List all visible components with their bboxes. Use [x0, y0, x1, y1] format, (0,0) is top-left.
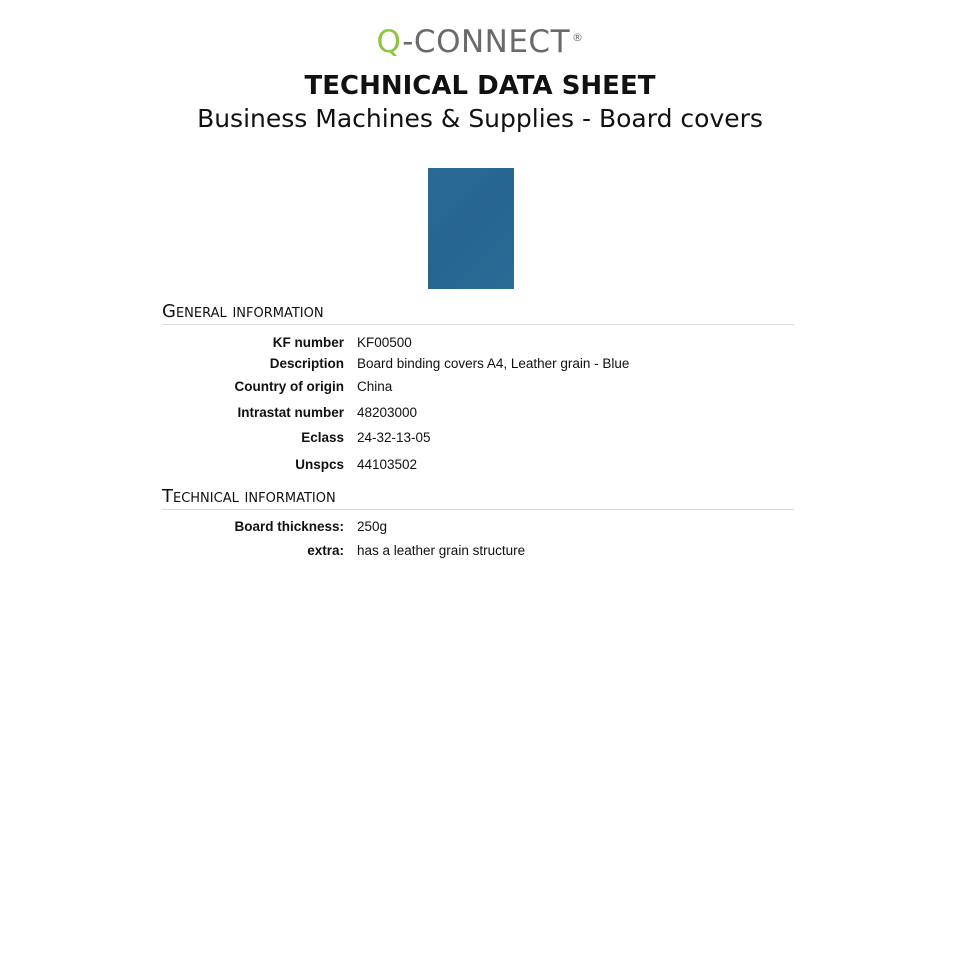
document-title: TECHNICAL DATA SHEET [304, 71, 656, 101]
row-value: 48203000 [357, 405, 418, 420]
row-label: Eclass [301, 430, 344, 445]
row-value: Board binding covers A4, Leather grain - Blue [357, 356, 630, 371]
row-value: China [357, 379, 393, 394]
registered-mark: ® [572, 31, 584, 44]
row-label: KF number [272, 335, 344, 350]
logo-text: -CONNECT [402, 24, 571, 60]
product-image [428, 168, 514, 289]
row-label: Board thickness: [234, 519, 344, 534]
general-information-heading: General information [162, 300, 794, 325]
row-label: Intrastat number [237, 405, 344, 420]
row-value: 44103502 [357, 457, 418, 472]
row-value: 24-32-13-05 [357, 430, 431, 445]
row-label: Unspcs [295, 457, 344, 472]
q-connect-logo [0, 22, 960, 62]
row-value: has a leather grain structure [357, 543, 526, 558]
row-label: Description [269, 356, 344, 371]
document-subtitle: Business Machines & Supplies - Board covers [197, 104, 763, 133]
row-label: Country of origin [234, 379, 344, 394]
row-value: KF00500 [357, 335, 412, 350]
row-label: extra: [307, 543, 344, 558]
row-value: 250g [357, 519, 388, 534]
technical-information-heading: Technical information [162, 485, 794, 510]
logo-q: Q [376, 24, 403, 60]
